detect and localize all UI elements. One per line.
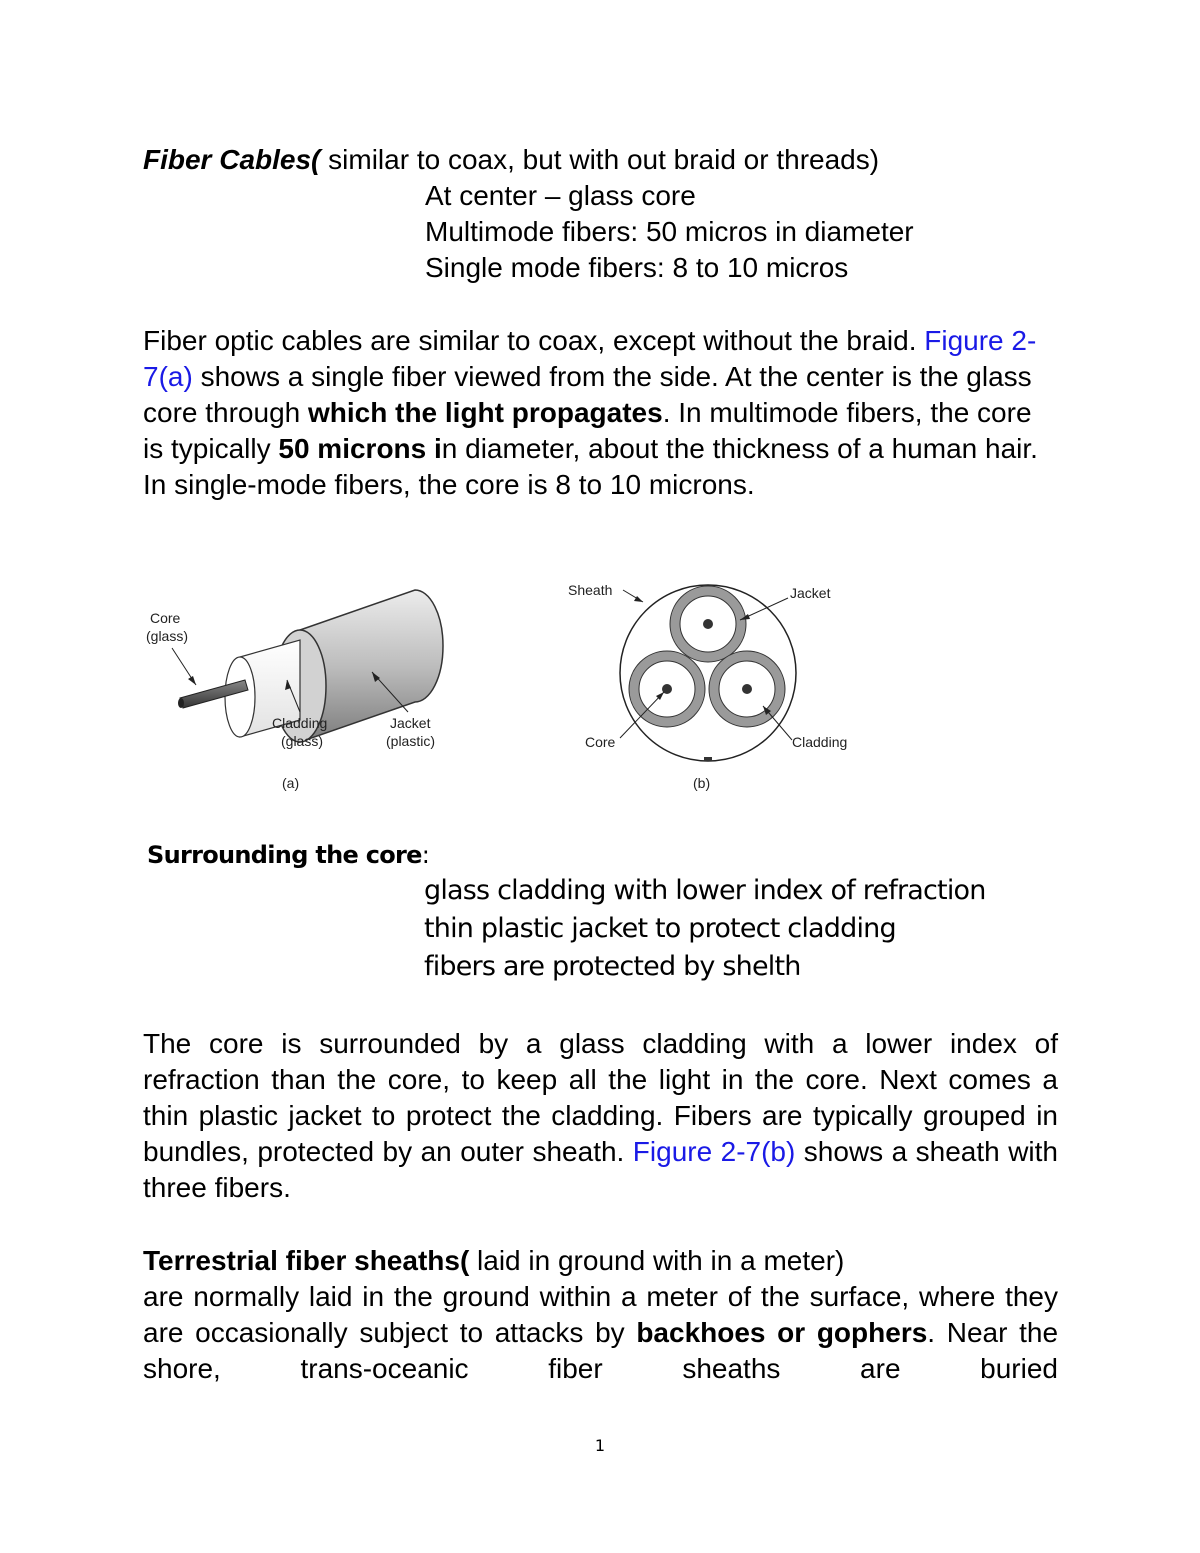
para1-bold-2: 50 microns i <box>278 433 442 464</box>
cladding-sublabel: (glass) <box>281 733 324 749</box>
surrounding-heading-text: Surrounding the core <box>147 841 422 869</box>
cladding-label: Cladding <box>272 715 328 731</box>
figure-a <box>146 590 443 791</box>
bullet-1: At center – glass core <box>425 180 696 211</box>
section-heading <box>143 142 879 178</box>
figure-b <box>568 582 847 791</box>
page-number: 1 <box>594 1436 606 1455</box>
bullet-2: Multimode fibers: 50 micros in diameter <box>425 216 914 247</box>
jacket-sublabel: (plastic) <box>386 733 436 749</box>
surrounding-heading <box>147 837 429 873</box>
core-label-b: Core <box>585 734 616 750</box>
core-label: Core <box>150 610 181 626</box>
paragraph-3 <box>143 1279 1058 1387</box>
sheath-label: Sheath <box>568 582 613 598</box>
figure-2-7a-link[interactable]: Figure 2-7(a) <box>143 325 1037 392</box>
para2-text-1: The core is surrounded by a glass cladding with a lower index of refraction than the core, to keep all the light in the core. Next comes a thin plastic jacket to protect the cladding. Fibers are typically grouped in bundles, protected by an outer sheath. <box>143 1028 1058 1167</box>
para3-text-2: . Near the shore, trans-oceanic fiber sheaths are buried <box>143 1317 1059 1384</box>
surrounding-colon: : <box>421 841 430 869</box>
cladding-label-b: Cladding <box>792 734 848 750</box>
figure-2-7b-link[interactable]: Figure 2-7(b) <box>632 1136 796 1167</box>
heading-rest: similar to coax, but with out braid or threads) <box>320 144 880 175</box>
caption-b: (b) <box>693 775 711 791</box>
caption-a: (a) <box>282 775 300 791</box>
cladding-end <box>225 657 255 737</box>
terrestrial-heading <box>143 1243 844 1279</box>
heading-bold: Fiber Cables( <box>143 144 321 175</box>
para1-bold-1: which the light propagates <box>308 397 663 428</box>
core-sublabel: (glass) <box>146 628 189 644</box>
para3-text-1: are normally laid in the ground within a meter of the surface, where they are occasionally subject to attacks by <box>143 1281 1058 1348</box>
para2-text-2: shows a sheath with three fibers. <box>143 1136 1058 1203</box>
terrestrial-heading-rest: laid in ground with in a meter) <box>469 1245 845 1276</box>
bullet-3: Single mode fibers: 8 to 10 micros <box>425 252 849 283</box>
paragraph-2 <box>143 1026 1058 1206</box>
paragraph-1 <box>143 323 1058 503</box>
terrestrial-heading-bold: Terrestrial fiber sheaths( <box>143 1245 470 1276</box>
surround-item-1: glass cladding with lower index of refraction <box>424 875 986 906</box>
jacket-label-b: Jacket <box>790 585 831 601</box>
jacket-label: Jacket <box>390 715 431 731</box>
para1-text-3: . In multimode fibers, the core is typically <box>143 397 1032 464</box>
surround-item-3: fibers are protected by shelth <box>424 951 801 982</box>
para3-bold-1: backhoes or gophers <box>636 1317 928 1348</box>
surround-item-2: thin plastic jacket to protect cladding <box>424 913 896 944</box>
fiber-figure <box>0 570 1200 810</box>
para1-text-4: n diameter, about the thickness of a human hair. In single-mode fibers, the core is 8 to 10 microns. <box>143 433 1038 500</box>
para1-text-2: shows a single fiber viewed from the side. At the center is the glass core through <box>143 361 1032 428</box>
para1-text-1: Fiber optic cables are similar to coax, except without the braid. <box>143 325 917 356</box>
